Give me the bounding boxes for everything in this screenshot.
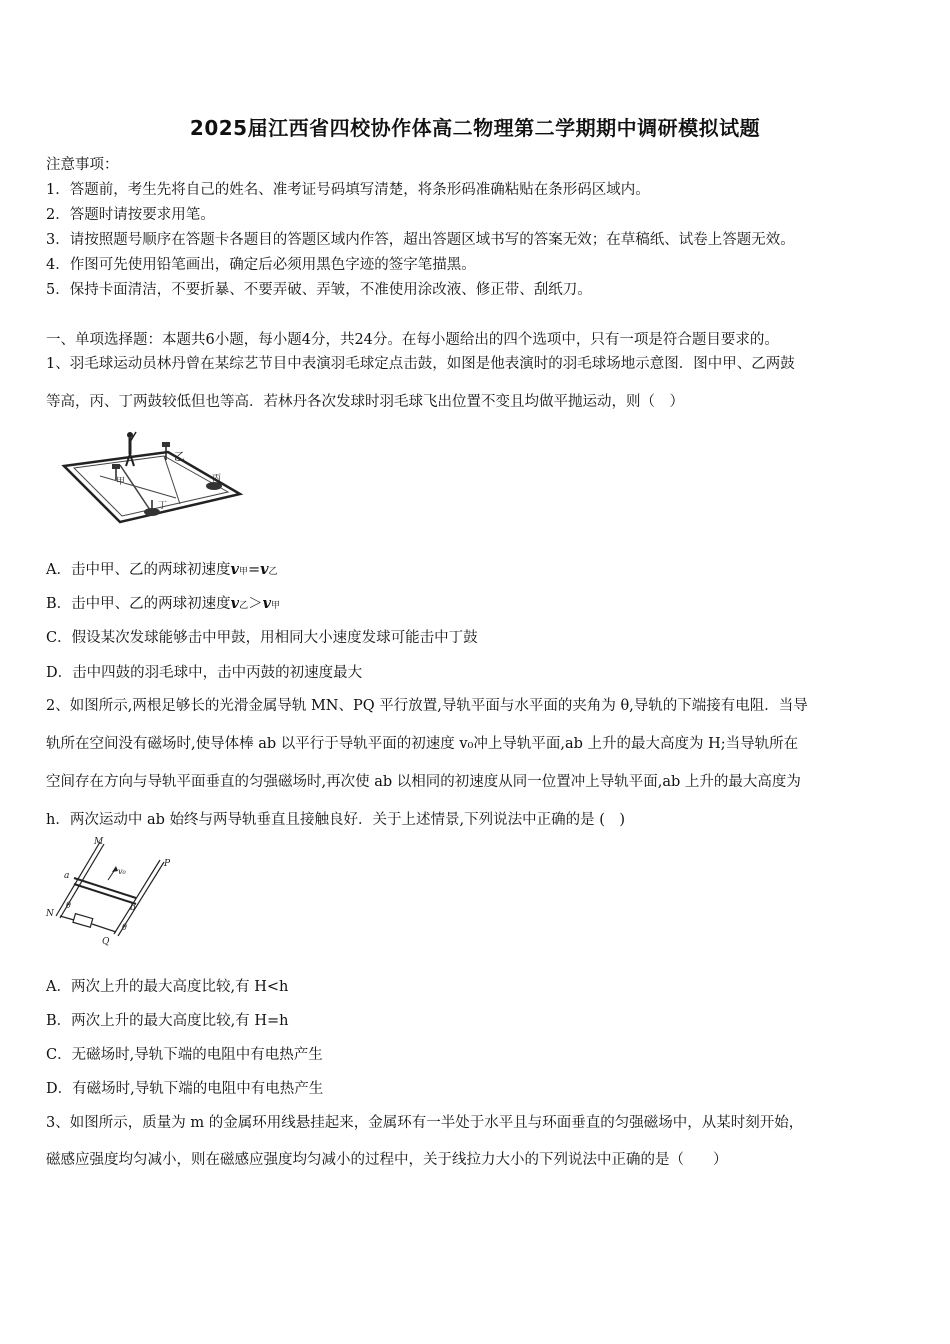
q1-option-d: D．击中四鼓的羽毛球中，击中丙鼓的初速度最大 — [46, 665, 363, 681]
q1-stem: 1、羽毛球运动员林丹曾在某综艺节目中表演羽毛球定点击鼓，如图是他表演时的羽毛球场地示意图．图中甲、乙两鼓 — [46, 356, 795, 372]
q3-stem: 磁感应强度均匀减小，则在磁感应强度均匀减小的过程中，关于线拉力大小的下列说法中正确的是（ ） — [46, 1152, 728, 1168]
q1-option-b: B．击中甲、乙的两球初速度v乙＞v甲 — [46, 595, 281, 612]
svg-text:a: a — [64, 871, 70, 881]
q2-option-a: A．两次上升的最大高度比较,有 H<h — [46, 979, 289, 995]
svg-text:Q: Q — [102, 937, 110, 946]
notice-item: 1．答题前，考生先将自己的姓名、准考证号码填写清楚，将条形码准确粘贴在条形码区域内。 — [46, 182, 650, 198]
q2-stem: 轨所在空间没有磁场时,使导体棒 ab 以平行于导轨平面的初速度 v₀冲上导轨平面,ab 上升的最大高度为 H;当导轨所在 — [46, 736, 799, 752]
q2-stem: 空间存在方向与导轨平面垂直的匀强磁场时,再次使 ab 以相同的初速度从同一位置冲上导轨平面,ab 上升的最大高度为 — [46, 774, 801, 790]
svg-text:丁: 丁 — [158, 501, 168, 511]
svg-text:M: M — [94, 837, 104, 847]
q2-option-c: C．无磁场时,导轨下端的电阻中有电热产生 — [46, 1047, 323, 1063]
svg-text:乙: 乙 — [174, 450, 185, 463]
q3-stem: 3、如图所示，质量为 m 的金属环用线悬挂起来，金属环有一半处于水平且与环面垂直的匀强磁场中，从某时刻开始， — [46, 1115, 804, 1131]
svg-text:甲: 甲 — [116, 477, 126, 487]
notice-item: 5．保持卡面清洁，不要折暴、不要弄破、弄皱，不准使用涂改液、修正带、刮纸刀。 — [46, 282, 592, 298]
svg-text:θ: θ — [66, 901, 71, 910]
q2-stem: h．两次运动中 ab 始终与两导轨垂直且接触良好．关于上述情景,下列说法中正确的是 ( ) — [46, 812, 626, 828]
notice-item: 4．作图可先使用铅笔画出，确定后必须用黑色字迹的签字笔描黑。 — [46, 257, 476, 273]
q2-stem: 2、如图所示,两根足够长的光滑金属导轨 MN、PQ 平行放置,导轨平面与水平面的夹角为 θ,导轨的下端接有电阻．当导 — [46, 698, 808, 714]
q1-court-figure — [60, 418, 250, 528]
svg-text:b: b — [130, 903, 136, 913]
svg-text:N: N — [46, 909, 54, 919]
q1-option-a: A．击中甲、乙的两球初速度v甲=v乙 — [46, 561, 278, 578]
q1-option-c: C．假设某次发球能够击中甲鼓，用相同大小速度发球可能击中丁鼓 — [46, 630, 478, 646]
notice-item: 2．答题时请按要求用笔。 — [46, 207, 215, 223]
q2-option-d: D．有磁场时,导轨下端的电阻中有电热产生 — [46, 1081, 324, 1097]
section-heading: 一、单项选择题：本题共6小题，每小题4分，共24分。在每小题给出的四个选项中，只有一项是符合题目要求的。 — [46, 332, 779, 348]
svg-text:P: P — [164, 859, 171, 869]
notice-heading: 注意事项： — [46, 157, 119, 173]
drum-yi — [162, 442, 185, 463]
q1-stem: 等高，丙、丁两鼓较低但也等高．若林丹各次发球时羽毛球飞出位置不变且均做平抛运动，则（ ） — [46, 394, 684, 410]
q2-option-b: B．两次上升的最大高度比较,有 H=h — [46, 1013, 289, 1029]
notice-item: 3．请按照题号顺序在答题卡各题目的答题区域内作答，超出答题区域书写的答案无效；在草稿纸、试卷上答题无效。 — [46, 232, 795, 248]
svg-text:v₀: v₀ — [118, 867, 126, 876]
svg-text:丙: 丙 — [212, 474, 222, 484]
page-title: 2025届江西省四校协作体高二物理第二学期期中调研模拟试题 — [189, 116, 761, 140]
svg-text:θ: θ — [122, 923, 127, 932]
q2-rails-figure — [42, 834, 182, 946]
drum-jia — [112, 464, 125, 487]
